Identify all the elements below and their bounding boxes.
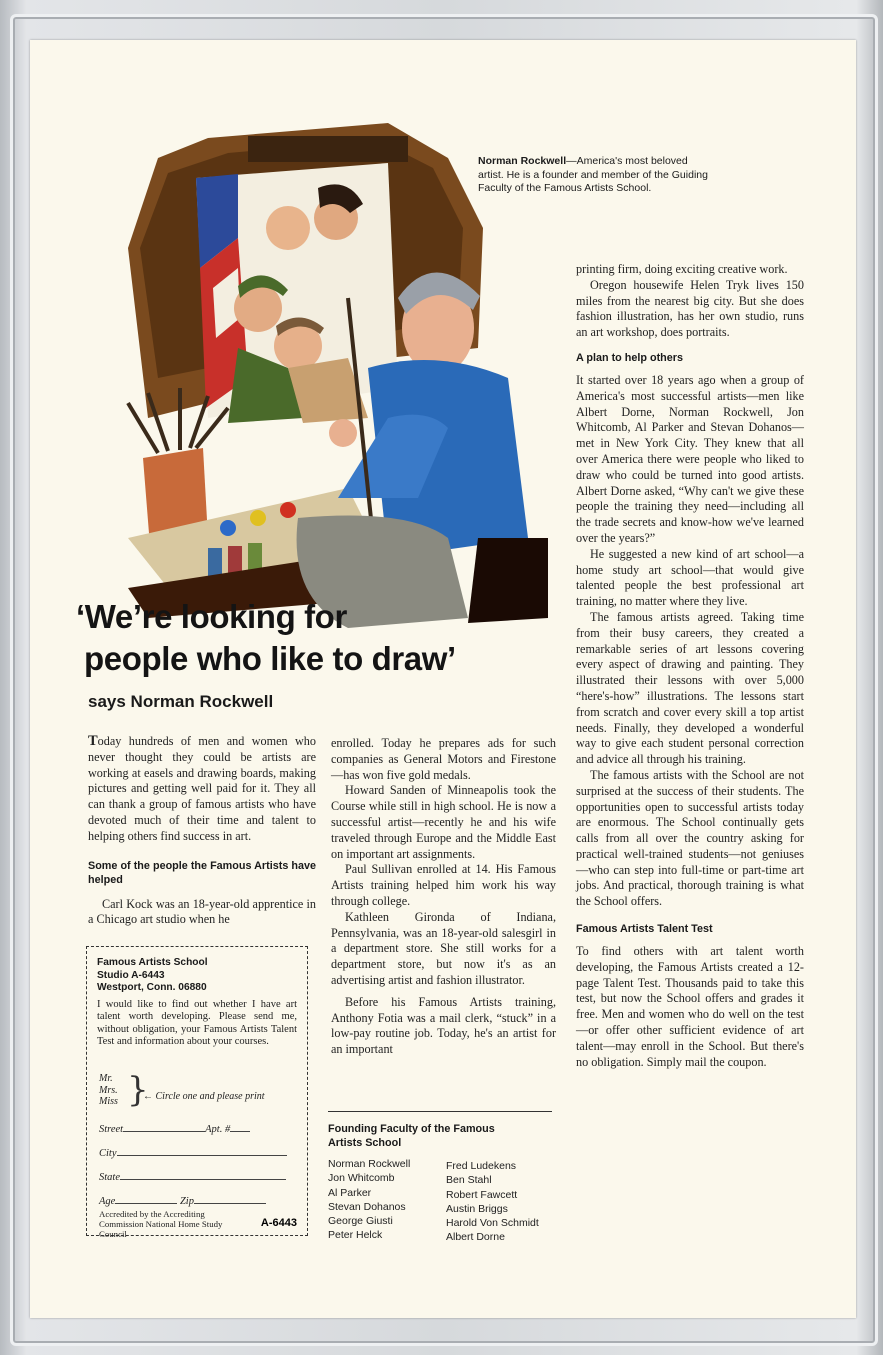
opportunities-paragraph: The famous artists with the School are not surprised at the success of their students. The opportunities open to successful artists today are enormous. The School continually gets calls from all over the country asking for practical well-trained students—not geniuses—who can step into full-time or part-time art jobs. And practical, thorough training is what the School offers. — [576, 767, 804, 909]
accreditation-note: Accredited by the Accrediting Commission National Home Study Council — [99, 1209, 223, 1239]
talent-test-paragraph: To find others with art talent worth developing, the Famous Artists created a 12-page Talent Test. Thousands paid to take this test, but now the School offers and grades it free. Men and women who do well on the test—or offer other sufficient evidence of art talent—may enroll in the School. But there's no obligation. Simply mail the coupon. — [576, 944, 804, 1069]
home-study-paragraph: He suggested a new kind of art school—a home study art school—that would give talented people the best professional art training, no matter where they live. — [576, 546, 804, 609]
faculty-name: Al Parker — [328, 1186, 372, 1199]
ad-page — [30, 40, 856, 1318]
street-line[interactable] — [123, 1122, 205, 1132]
faculty-list-right — [446, 1159, 539, 1245]
coupon-request-text: I would like to find out whether I have art talent worth developing. Please send me, without obligation, your Famous Artists Talent Test and information about your courses. — [97, 998, 297, 1048]
street-label: Street — [99, 1124, 124, 1135]
subhead-talent-test: Famous Artists Talent Test — [576, 923, 713, 936]
coupon-studio: Studio A-6443 — [97, 969, 165, 981]
age-zip-row[interactable] — [99, 1194, 266, 1207]
fotia-cont-paragraph: printing firm, doing exciting creative work. — [576, 262, 788, 276]
lessons-paragraph: The famous artists agreed. Taking time from their busy careers, they created a remarkable series of art lessons covering every aspect of drawing and painting. They illustrated their lessons with over 5,000 “here's-how” illustrations. The lessons start from scratch and cover every skill a top artist needs. Finally, they developed a wonderful way to give each student personal correction and advice all through his training. — [576, 609, 804, 767]
title-options[interactable] — [99, 1073, 118, 1108]
faculty-list-left — [328, 1157, 410, 1243]
age-line[interactable] — [115, 1194, 177, 1204]
fotia-paragraph: Before his Famous Artists training, Anthony Fotia was a mail clerk, “stuck” in a low-pay routine job. Today, he's an artist for an important — [331, 994, 556, 1057]
apt-label: Apt. # — [205, 1124, 231, 1135]
sullivan-paragraph: Paul Sullivan enrolled at 14. His Famous Artists training helped him work his way through college. — [331, 862, 556, 908]
faculty-name: Ben Stahl — [446, 1174, 492, 1187]
caption-text: —America's most beloved artist. He is a founder and member of the Guiding Faculty of the Famous Artists School. — [478, 155, 708, 194]
circle-instruction: ← Circle one and please print — [143, 1091, 265, 1102]
faculty-name: Albert Dorne — [446, 1231, 505, 1244]
headline-line1: ‘We’re looking for — [76, 598, 347, 635]
state-label: State — [99, 1172, 120, 1183]
faculty-name: George Giusti — [328, 1215, 393, 1228]
column-1 — [88, 734, 316, 928]
headline — [76, 596, 596, 680]
carl-kock-paragraph: Carl Kock was an 18-year-old apprentice in a Chicago art studio when he — [88, 896, 316, 927]
caption-name: Norman Rockwell — [478, 155, 567, 167]
coupon-city: Westport, Conn. 06880 — [97, 982, 207, 993]
brace-glyph: } — [127, 1070, 149, 1110]
column-3 — [576, 262, 804, 1070]
gironda-paragraph: Kathleen Gironda of Indiana, Pennsylvania, was an 18-year-old salesgirl in a department store. She still works for a department store, but now it's as an advertising artist and fashion illustrator. — [331, 909, 556, 987]
faculty-name: Austin Briggs — [446, 1202, 508, 1215]
coupon-form[interactable] — [86, 946, 308, 1239]
tryk-paragraph: Oregon housewife Helen Tryk lives 150 miles from the nearest big city. But she does fashion illustration, has her own studio, runs an art workshop, does portraits. — [576, 277, 804, 340]
headline-line2: people who like to draw’ — [84, 640, 456, 677]
city-label: City — [99, 1148, 117, 1159]
faculty-name: Robert Fawcett — [446, 1188, 518, 1201]
age-label: Age — [99, 1196, 116, 1207]
intro-text: oday hundreds of men and women who never thought they could be artists are working at easels and drawing boards, making pictures and getting well paid for it. They all can thank a group of famous artists who have devoted much of their time and talent to helping others find success in art. — [88, 734, 316, 843]
faculty-name: Jon Whitcomb — [328, 1172, 395, 1185]
apt-line[interactable] — [230, 1122, 250, 1132]
faculty-name: Norman Rockwell — [328, 1158, 411, 1170]
rockwell-painting-illustration — [88, 118, 558, 638]
intro-paragraph — [88, 734, 316, 845]
zip-line[interactable] — [194, 1194, 266, 1204]
byline: says Norman Rockwell — [88, 692, 274, 711]
kock-cont-paragraph: enrolled. Today he prepares ads for such companies as General Motors and Firestone—has won five gold medals. — [331, 736, 556, 782]
faculty-name: Peter Helck — [328, 1229, 383, 1242]
option-miss[interactable]: Miss — [99, 1096, 118, 1107]
subhead-helped: Some of the people the Famous Artists have helped — [88, 859, 316, 886]
coupon-code: A-6443 — [260, 1217, 297, 1229]
city-row[interactable] — [99, 1146, 287, 1159]
illustration-caption — [478, 155, 708, 196]
sanden-paragraph: Howard Sanden of Minneapolis took the Course while still in high school. He is now a successful artist—recently he and his wife traveled through Europe and the Middle East on important art assignments. — [331, 783, 556, 861]
faculty-name: Harold Von Schmidt — [446, 1217, 539, 1230]
history-paragraph: It started over 18 years ago when a group of America's most successful artists—men like Albert Dorne, Norman Rockwell, Jon Whitcomb, Al Parker and Stevan Dohanos—met in New York City. They knew that all over America there were people who liked to draw who could be turned into good artists. Albert Dorne asked, “Why can't we give these people the training they need—including all the trade secrets and know-how we've learned over the years?” — [576, 372, 804, 545]
faculty-title: Founding Faculty of the Famous Artists School — [328, 1123, 495, 1149]
zip-label: Zip — [179, 1196, 194, 1207]
faculty-name: Stevan Dohanos — [328, 1200, 406, 1213]
city-line[interactable] — [117, 1146, 287, 1156]
subhead-plan: A plan to help others — [576, 351, 683, 364]
coupon-school-name: Famous Artists School — [97, 957, 208, 968]
option-mr[interactable]: Mr. — [99, 1073, 113, 1084]
coupon-address — [97, 957, 297, 995]
state-line[interactable] — [120, 1170, 286, 1180]
state-row[interactable] — [99, 1170, 286, 1183]
dropcap: T — [88, 733, 98, 749]
column-2 — [331, 736, 556, 1058]
street-row[interactable] — [99, 1122, 250, 1135]
faculty-name: Fred Ludekens — [446, 1160, 517, 1172]
faculty-divider — [328, 1111, 552, 1112]
option-mrs[interactable]: Mrs. — [99, 1084, 118, 1096]
